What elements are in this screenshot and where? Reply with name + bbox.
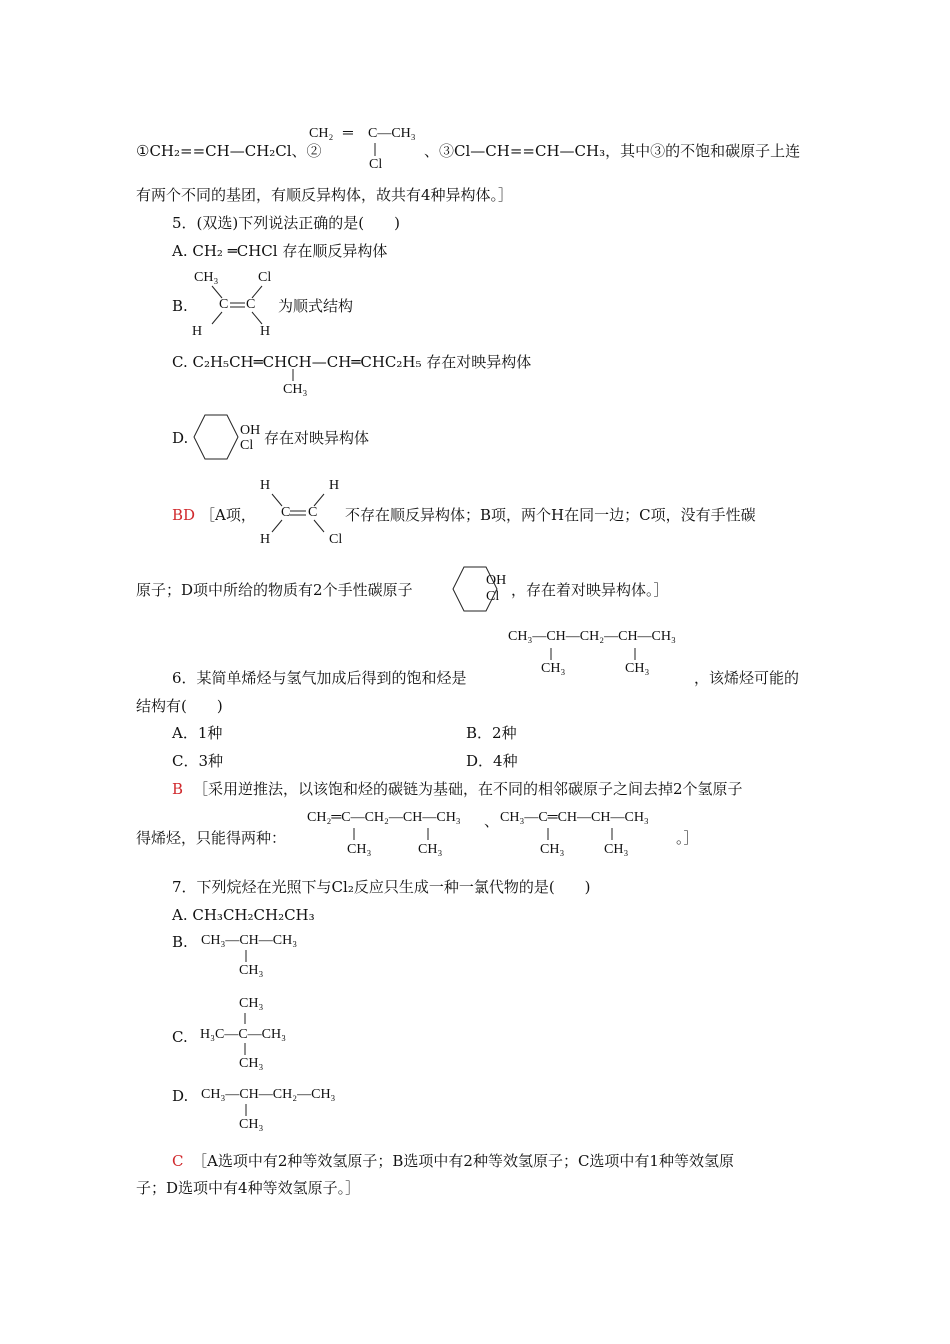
q5-ans-c2: C (308, 505, 318, 520)
q6-product2: CH₃—C═CH—CH—CH₃ (500, 810, 649, 825)
intro-frag-ch2: CH₂ (309, 126, 334, 141)
q6-stem-2: 结构有( ) (136, 697, 223, 715)
q6-separator: 、 (484, 812, 500, 830)
intro-frag-eq: ═ (343, 126, 353, 141)
q7-option-b-label: B. (172, 933, 188, 951)
q5-option-a: A. CH₂ ═CHCl 存在顺反异构体 (172, 242, 388, 260)
q5-option-b-text: 为顺式结构 (278, 297, 354, 315)
q6-option-d: D．4种 (466, 752, 518, 770)
q6-option-a: A．1种 (172, 724, 223, 742)
q7-stem: 7．下列烷烃在光照下与Cl₂反应只生成一种一氯代物的是( ) (172, 878, 591, 896)
q5-option-d-label: D. (172, 429, 189, 447)
q5-answer-line1-b: 不存在顺反异构体；B项，两个H在同一边；C项，没有手性碳 (345, 506, 756, 524)
q6-product2-ch3-a: CH₃ (540, 842, 565, 857)
q5-answer-line2-a: 原子；D项中所给的物质有2个手性碳原子 (136, 581, 413, 599)
q5-answer-key: BD (172, 506, 196, 524)
q7-d-chain: CH₃—CH—CH₂—CH₃ (201, 1087, 336, 1102)
q7-c-top: CH₃ (239, 996, 264, 1011)
q6-answer-line2-a: 得烯烃，只能得两种： (136, 829, 287, 847)
q5-ans-cl: Cl (329, 532, 343, 547)
q7-c-mid: H₃C—C—CH₃ (200, 1027, 286, 1042)
q7-answer-key: C (172, 1152, 184, 1170)
q5-b-c1: C (219, 297, 229, 312)
q6-answer-line1: ［采用逆推法，以该饱和烃的碳链为基础，在不同的相邻碳原子之间去掉2个氢原子 (193, 780, 743, 798)
q7-option-a: A. CH₃CH₂CH₂CH₃ (172, 906, 315, 924)
q7-answer-line2: 子；D选项中有4种等效氢原子。］ (136, 1179, 361, 1197)
intro-line2: 有两个不同的基团，有顺反异构体，故共有4种异构体。］ (136, 186, 514, 204)
q5-c-ch3: CH₃ (283, 382, 308, 397)
q5-b-ch3: CH₃ (194, 270, 219, 285)
q5-option-d-text: 存在对映异构体 (264, 429, 370, 447)
q5-answer-line2-b: ，存在着对映异构体。］ (511, 581, 669, 599)
q5-ans-c1: C (281, 505, 291, 520)
q5-ans-h1: H (260, 478, 271, 493)
intro-line1-a: ①CH₂==CH—CH₂Cl、② (136, 142, 322, 160)
q6-chain: CH₃—CH—CH₂—CH—CH₃ (508, 629, 676, 644)
q6-ch3-a: CH₃ (541, 661, 566, 676)
q5-option-b-label: B. (172, 297, 188, 315)
q5-ans-h2: H (329, 478, 340, 493)
q5-option-c: C. C₂H₅CH═CHCH—CH═CHC₂H₅ 存在对映异构体 (172, 353, 532, 371)
intro-frag-c: C—CH₃ (368, 126, 416, 141)
q6-product1-ch3-b: CH₃ (418, 842, 443, 857)
q6-option-c: C．3种 (172, 752, 224, 770)
q5-stem: 5．(双选)下列说法正确的是( ) (172, 214, 400, 232)
q5-b-h2: H (260, 324, 271, 339)
q7-b-ch3: CH₃ (239, 963, 264, 978)
q6-answer-key: B (172, 780, 184, 798)
q7-d-ch3: CH₃ (239, 1117, 264, 1132)
q5-b-c2: C (246, 297, 256, 312)
q7-answer-line1: ［A选项中有2种等效氢原子；B选项中有2种等效氢原子；C选项中有1种等效氢原 (192, 1152, 734, 1170)
q6-ch3-b: CH₃ (625, 661, 650, 676)
q6-product2-ch3-b: CH₃ (604, 842, 629, 857)
q6-option-b: B．2种 (466, 724, 517, 742)
q7-option-d-label: D. (172, 1087, 189, 1105)
q7-option-c-label: C. (172, 1028, 188, 1046)
q7-c-bot: CH₃ (239, 1056, 264, 1071)
q6-stem-b: ，该烯烃可能的 (694, 669, 800, 687)
intro-line1-b: 、③Cl—CH==CH—CH₃，其中③的不饱和碳原子上连 (424, 142, 801, 160)
q5-ans-cl-ring: Cl (486, 589, 500, 604)
q5-b-cl: Cl (258, 270, 272, 285)
q5-d-oh: OH (240, 423, 261, 438)
intro-frag-cl: Cl (369, 157, 383, 172)
q6-answer-end: 。］ (676, 829, 699, 847)
q5-ans-h3: H (260, 532, 271, 547)
q5-d-cl: Cl (240, 438, 254, 453)
q5-b-h1: H (192, 324, 203, 339)
q6-product1: CH₂═C—CH₂—CH—CH₃ (307, 810, 461, 825)
q5-answer-line1-a: ［A项， (200, 506, 256, 524)
q7-b-chain: CH₃—CH—CH₃ (201, 933, 298, 948)
q6-product1-ch3-a: CH₃ (347, 842, 372, 857)
q6-stem-a: 6．某简单烯烃与氢气加成后得到的饱和烃是 (172, 669, 467, 687)
q5-ans-oh: OH (486, 573, 507, 588)
